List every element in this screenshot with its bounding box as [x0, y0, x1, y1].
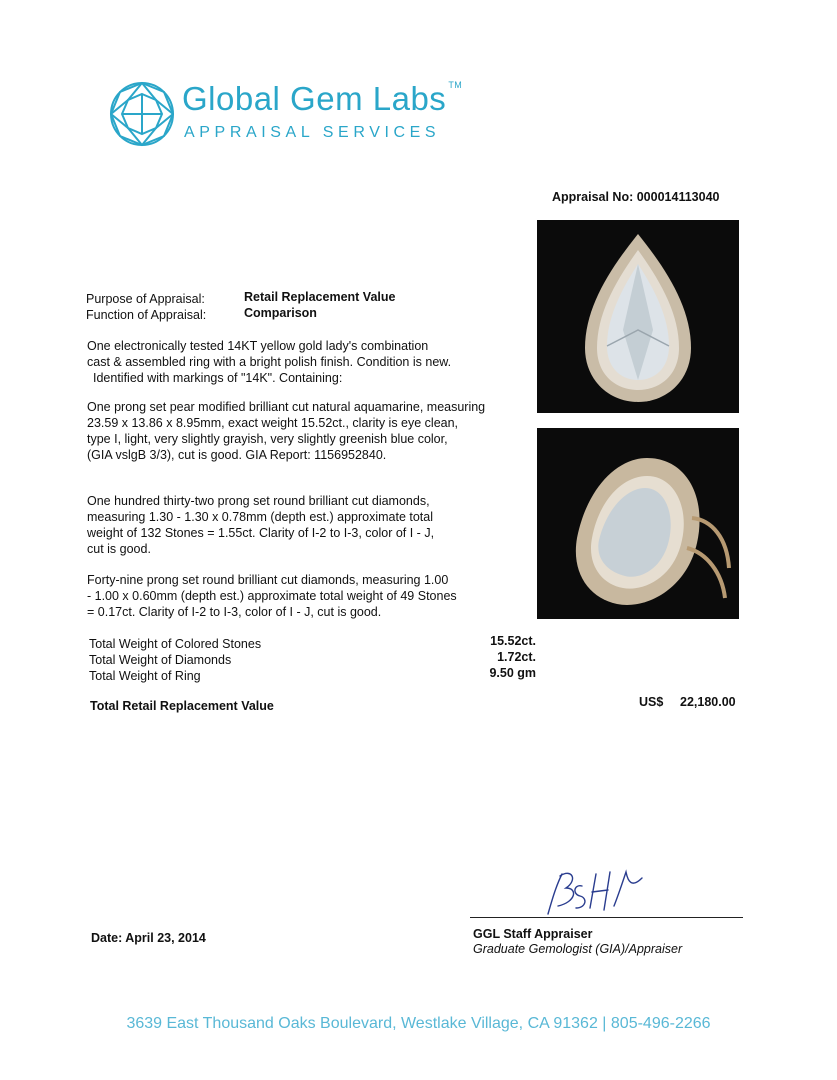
text-line: One prong set pear modified brilliant cut natural aquamarine, measuring — [87, 400, 486, 414]
footer-address: 3639 East Thousand Oaks Boulevard, Westlake Village, CA 91362 | 805-496-2266 — [126, 1015, 711, 1032]
description-paragraph-4 — [87, 572, 457, 620]
ring-photo-side — [537, 428, 739, 619]
text-line: - 1.00 x 0.60mm (depth est.) approximate total weight of 49 Stones — [87, 589, 457, 603]
signature-image — [538, 866, 648, 918]
text-line: weight of 132 Stones = 1.55ct. Clarity of I-2 to I-3, color of I - J, — [87, 526, 435, 540]
text-line: Identified with markings of "14K". Containing: — [93, 371, 343, 385]
text-line: cast & assembled ring with a bright polish finish. Condition is new. — [87, 355, 452, 369]
appraiser-name: GGL Staff Appraiser — [473, 927, 593, 941]
total-diamonds-value: 1.72ct. — [497, 650, 536, 664]
gem-logo-icon — [108, 80, 176, 148]
appraiser-title: Graduate Gemologist (GIA)/Appraiser — [473, 942, 683, 956]
text-line: measuring 1.30 - 1.30 x 0.78mm (depth est.) approximate total — [87, 510, 434, 524]
appraisal-number: Appraisal No: 000014113040 — [552, 190, 720, 204]
brand-title: Global Gem Labs ™ — [182, 80, 463, 117]
text-line: = 0.17ct. Clarity of I-2 to I-3, color of I - J, cut is good. — [87, 605, 382, 619]
trademark: TM — [448, 80, 463, 90]
currency: US$ — [639, 695, 664, 709]
text-line: One hundred thirty-two prong set round brilliant cut diamonds, — [87, 494, 430, 508]
retail-value-label: Total Retail Replacement Value — [90, 699, 274, 713]
text-line: cut is good. — [87, 542, 151, 556]
brand-subtitle: APPRAISAL SERVICES — [184, 124, 441, 141]
text-line: 23.59 x 13.86 x 8.95mm, exact weight 15.52ct., clarity is eye clean, — [87, 416, 459, 430]
appraisal-date: Date: April 23, 2014 — [91, 931, 206, 945]
text-line: (GIA vslgB 3/3), cut is good. GIA Report: 1156952840. — [87, 448, 387, 462]
total-ring-value: 9.50 gm — [489, 666, 536, 680]
total-ring-label: Total Weight of Ring — [89, 669, 201, 683]
signature-line — [470, 917, 743, 918]
text-line: Forty-nine prong set round brilliant cut diamonds, measuring 1.00 — [87, 573, 449, 587]
function-label: Function of Appraisal: — [86, 308, 207, 322]
description-paragraph-1 — [87, 338, 451, 386]
retail-amount: 22,180.00 — [680, 695, 736, 709]
ring-photo-top — [537, 220, 739, 413]
purpose-label: Purpose of Appraisal: — [86, 292, 205, 306]
function-value: Comparison — [244, 306, 317, 320]
text-line: One electronically tested 14KT yellow gold lady's combination — [87, 339, 429, 353]
total-diamonds-label: Total Weight of Diamonds — [89, 653, 232, 667]
total-colored-label: Total Weight of Colored Stones — [89, 637, 262, 651]
purpose-value: Retail Replacement Value — [244, 290, 396, 304]
text-line: type I, light, very slightly grayish, very slightly greenish blue color, — [87, 432, 448, 446]
description-paragraph-3 — [87, 493, 434, 557]
total-colored-value: 15.52ct. — [490, 634, 536, 648]
description-paragraph-2 — [87, 399, 485, 463]
